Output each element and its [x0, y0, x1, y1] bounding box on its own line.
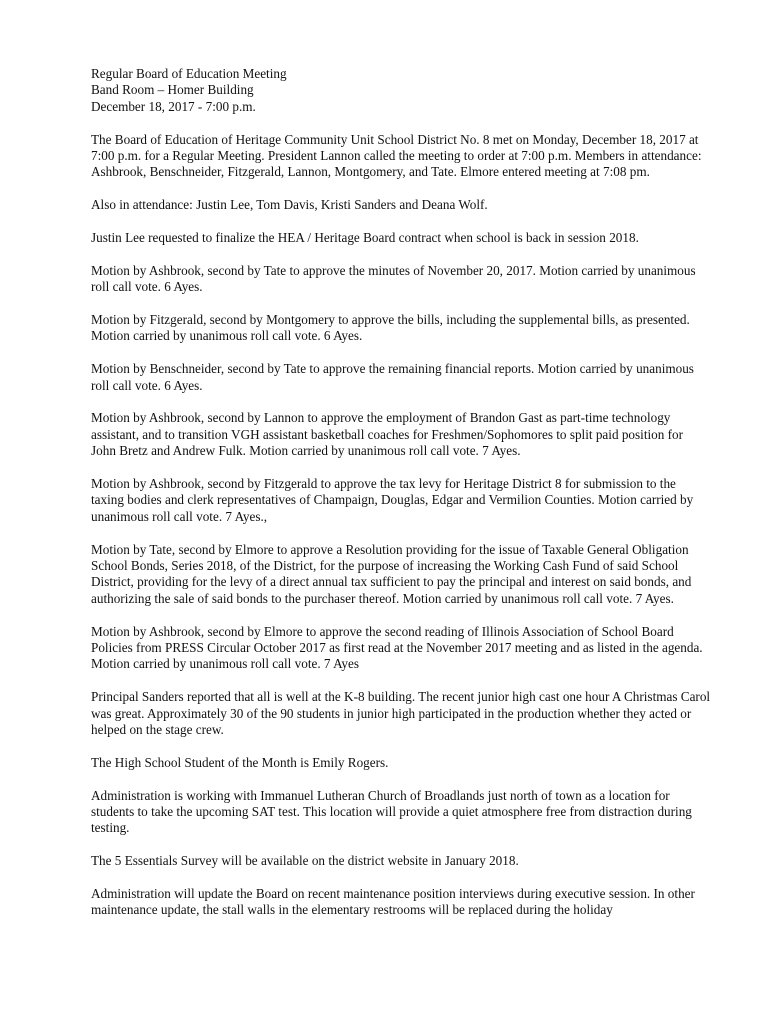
- paragraph-maintenance-update: Administration will update the Board on recent maintenance position interviews during executive session. In other maintenance update, the stall walls in the elementary restrooms will be replaced during the holiday: [91, 886, 695, 918]
- paragraph-student-of-month: The High School Student of the Month is Emily Rogers.: [91, 754, 389, 770]
- paragraph-motion-policies: Motion by Ashbrook, second by Elmore to approve the second reading of Illinois Association of School Board Policies from PRESS Circular October 2017 as first read at the November 2017 meeting and as listed in the agenda. Motion carried by unanimous roll call vote. 7 Ayes: [91, 623, 703, 672]
- paragraph-motion-financial-reports: Motion by Benschneider, second by Tate to approve the remaining financial reports. Motion carried by unanimous roll call vote. 6 Ayes.: [91, 361, 694, 393]
- meeting-location: Band Room – Homer Building: [91, 82, 254, 98]
- meeting-date: December 18, 2017 - 7:00 p.m.: [91, 98, 256, 114]
- paragraph-contract-request: Justin Lee requested to finalize the HEA / Heritage Board contract when school is back in session 2018.: [91, 230, 639, 246]
- paragraph-call-to-order: The Board of Education of Heritage Community Unit School District No. 8 met on Monday, December 18, 2017 at 7:00 p.m. for a Regular Meeting. President Lannon called the meeting to order at 7:00 p.m. Members in attendance: Ashbrook, Benschneider, Fitzgerald, Lannon, Montgomery, and Tate. Elmore entered meeting at 7:08 pm.: [91, 131, 702, 180]
- document-body: [91, 66, 711, 935]
- paragraph-motion-bills: Motion by Fitzgerald, second by Montgomery to approve the bills, including the supplemental bills, as presented. Motion carried by unanimous roll call vote. 6 Ayes.: [91, 312, 690, 344]
- meeting-header: [91, 66, 711, 115]
- paragraph-essentials-survey: The 5 Essentials Survey will be available on the district website in January 2018.: [91, 853, 519, 869]
- paragraph-attendance: Also in attendance: Justin Lee, Tom Davis, Kristi Sanders and Deana Wolf.: [91, 197, 488, 213]
- paragraph-motion-tax-levy: Motion by Ashbrook, second by Fitzgerald to approve the tax levy for Heritage District 8 for submission to the taxing bodies and clerk representatives of Champaign, Douglas, Edgar and Vermilion Counties. Motion carried by unanimous roll call vote. 7 Ayes.,: [91, 476, 694, 524]
- paragraph-principal-report: Principal Sanders reported that all is well at the K-8 building. The recent junior high cast one hour A Christmas Carol was great. Approximately 30 of the 90 students in junior high participated in the production whether they acted or helped on the stage crew.: [91, 689, 711, 738]
- paragraph-sat-location: Administration is working with Immanuel Lutheran Church of Broadlands just north of town as a location for students to take the upcoming SAT test. This location will provide a quiet atmosphere free from distraction during testing.: [91, 787, 692, 836]
- paragraph-motion-bonds: Motion by Tate, second by Elmore to approve a Resolution providing for the issue of Taxable General Obligation School Bonds, Series 2018, of the District, for the purpose of increasing the Working Cash Fund of said School District, providing for the levy of a direct annual tax sufficient to pay the principal and interest on said bonds, and authorizing the sale of said bonds to the purchaser thereof. Motion carried by unanimous roll call vote. 7 Ayes.: [91, 541, 692, 606]
- paragraph-motion-employment: Motion by Ashbrook, second by Lannon to approve the employment of Brandon Gast as part-time technology assistant, and to transition VGH assistant basketball coaches for Freshmen/Sophomores to split paid position for John Bretz and Andrew Fulk. Motion carried by unanimous roll call vote. 7 Ayes.: [91, 410, 684, 459]
- meeting-title: Regular Board of Education Meeting: [91, 66, 287, 81]
- paragraph-motion-minutes: Motion by Ashbrook, second by Tate to approve the minutes of November 20, 2017. Motion carried by unanimous roll call vote. 6 Ayes.: [91, 262, 696, 295]
